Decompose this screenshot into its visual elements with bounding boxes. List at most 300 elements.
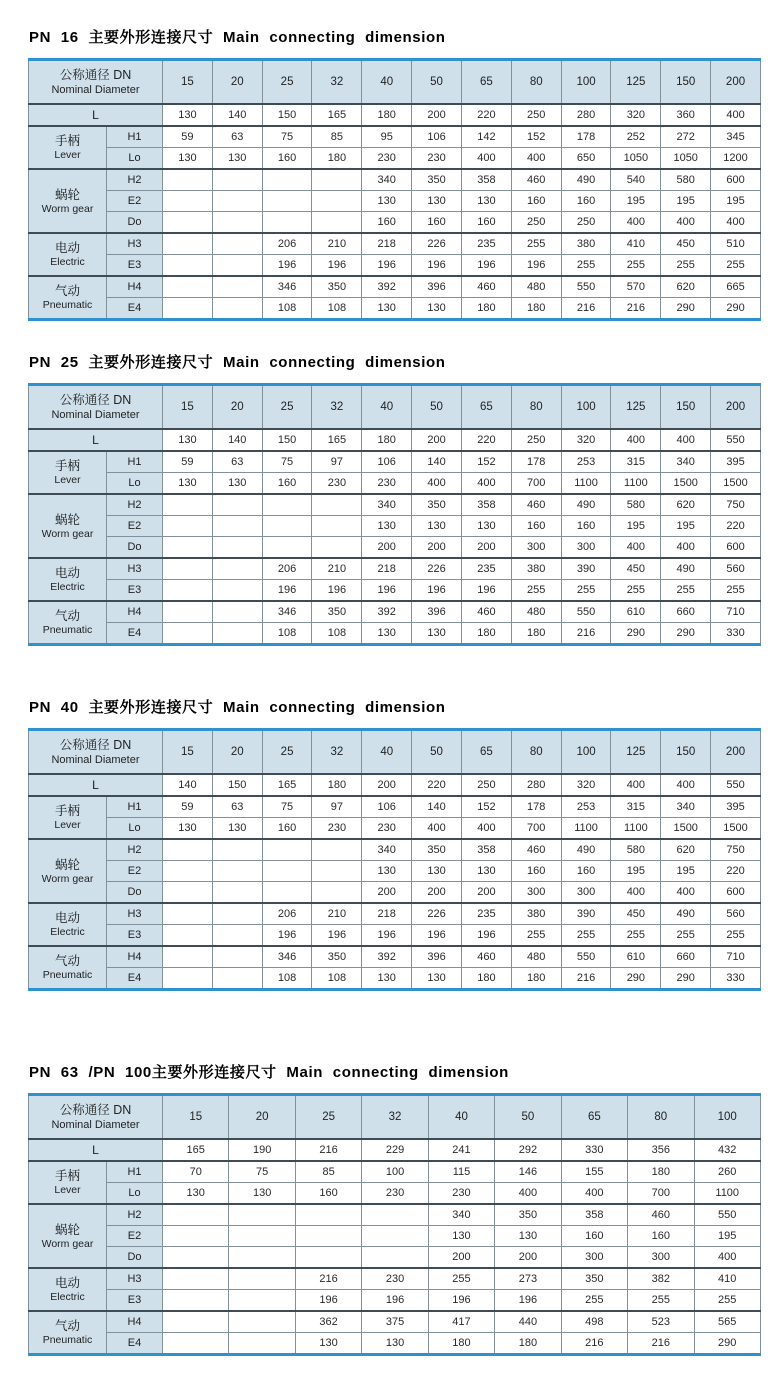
- dim-cell: 700: [511, 473, 561, 495]
- table-row: [29, 946, 761, 968]
- dim-cell: 216: [561, 623, 611, 645]
- table-row: [29, 1311, 761, 1333]
- dim-cell: [295, 1204, 361, 1226]
- dim-cell: 300: [511, 882, 561, 904]
- dim-cell: 140: [212, 429, 262, 451]
- dim-cell: [312, 861, 362, 882]
- dn-header-cell: 100: [561, 60, 611, 105]
- row-label: L: [29, 429, 163, 451]
- dim-cell: [163, 494, 213, 516]
- dim-cell: 97: [312, 451, 362, 473]
- row-label: E2: [107, 516, 163, 537]
- category-en: Electric: [50, 1291, 85, 1303]
- table-row: [29, 1333, 761, 1355]
- dim-cell: 200: [428, 1247, 494, 1269]
- dim-cell: [212, 212, 262, 234]
- dim-cell: 150: [262, 429, 312, 451]
- dim-cell: 216: [628, 1333, 694, 1355]
- dim-cell: 480: [511, 601, 561, 623]
- dim-cell: 152: [511, 126, 561, 148]
- dim-cell: 255: [711, 580, 761, 602]
- dim-cell: [212, 276, 262, 298]
- category-en: Pneumatic: [42, 299, 93, 311]
- dim-cell: 315: [611, 796, 661, 818]
- dim-cell: 220: [711, 516, 761, 537]
- dim-cell: [262, 494, 312, 516]
- dim-cell: 196: [312, 925, 362, 947]
- category-cn: 蜗轮: [54, 187, 80, 202]
- row-label: E4: [107, 968, 163, 990]
- dim-cell: 180: [428, 1333, 494, 1355]
- dim-cell: 395: [711, 796, 761, 818]
- dim-cell: 160: [561, 516, 611, 537]
- category-label: [29, 1268, 107, 1311]
- dim-cell: 230: [362, 1268, 428, 1290]
- table-row: [29, 601, 761, 623]
- category-label: [29, 903, 107, 946]
- dim-cell: 392: [362, 601, 412, 623]
- dim-cell: 255: [661, 580, 711, 602]
- category-en: Worm gear: [41, 202, 94, 215]
- dim-cell: 95: [362, 126, 412, 148]
- dim-cell: 565: [694, 1311, 760, 1333]
- dim-cell: [163, 233, 213, 255]
- dn-header-cell: 125: [611, 730, 661, 775]
- dn-header-cell: 15: [163, 1095, 229, 1140]
- dim-cell: 210: [312, 558, 362, 580]
- dim-cell: 140: [412, 451, 462, 473]
- dim-cell: 115: [428, 1161, 494, 1183]
- dim-cell: 350: [312, 276, 362, 298]
- dim-cell: 400: [611, 429, 661, 451]
- table-row: [29, 494, 761, 516]
- dim-cell: 540: [611, 169, 661, 191]
- dim-cell: [229, 1268, 295, 1290]
- dim-cell: 230: [428, 1183, 494, 1205]
- dim-cell: 620: [661, 839, 711, 861]
- category-cn: 手柄: [54, 134, 80, 148]
- dim-cell: 178: [561, 126, 611, 148]
- dim-cell: 216: [561, 1333, 627, 1355]
- dim-cell: 130: [495, 1226, 561, 1247]
- dim-cell: [212, 494, 262, 516]
- dim-cell: 272: [661, 126, 711, 148]
- dim-cell: [163, 537, 213, 559]
- dim-cell: [163, 601, 213, 623]
- table-row: [29, 298, 761, 320]
- dim-cell: 382: [628, 1268, 694, 1290]
- category-en: Lever: [54, 474, 81, 486]
- dim-cell: 195: [611, 191, 661, 212]
- dim-cell: 330: [711, 623, 761, 645]
- dim-cell: 160: [561, 191, 611, 212]
- nominal-diameter-header: [29, 730, 163, 775]
- dn-header-cell: 15: [163, 60, 213, 105]
- dim-cell: 460: [511, 169, 561, 191]
- dim-cell: [212, 169, 262, 191]
- category-cn: 手柄: [54, 1169, 80, 1183]
- dim-cell: [212, 255, 262, 277]
- dim-cell: 1100: [561, 818, 611, 840]
- dim-cell: 241: [428, 1139, 494, 1161]
- row-label: L: [29, 104, 163, 126]
- dim-cell: 260: [694, 1161, 760, 1183]
- dim-cell: 255: [561, 580, 611, 602]
- dim-cell: [163, 1247, 229, 1269]
- dim-cell: 165: [262, 774, 312, 796]
- dim-cell: 160: [412, 212, 462, 234]
- category-label: [29, 494, 107, 558]
- dim-cell: 130: [295, 1333, 361, 1355]
- dim-cell: 255: [511, 233, 561, 255]
- dim-cell: 400: [661, 882, 711, 904]
- nominal-diameter-cn: 公称通径 DN: [59, 737, 132, 752]
- dim-cell: 400: [412, 818, 462, 840]
- category-en: Electric: [50, 926, 85, 938]
- table-title: PN 40 主要外形连接尺寸 Main connecting dimension: [29, 699, 446, 716]
- dim-cell: 750: [711, 494, 761, 516]
- dim-cell: 340: [362, 839, 412, 861]
- dim-cell: 550: [711, 774, 761, 796]
- dim-cell: 400: [611, 537, 661, 559]
- dim-cell: 150: [212, 774, 262, 796]
- row-label: E2: [107, 1226, 163, 1247]
- dim-cell: 130: [362, 623, 412, 645]
- dim-cell: 206: [262, 558, 312, 580]
- category-cn: 蜗轮: [54, 512, 80, 527]
- dim-cell: 196: [362, 925, 412, 947]
- dim-cell: 180: [312, 148, 362, 170]
- table-row: [29, 818, 761, 840]
- dim-cell: 320: [561, 429, 611, 451]
- dim-cell: [362, 1204, 428, 1226]
- dim-cell: 480: [511, 946, 561, 968]
- nominal-diameter-en: Nominal Diameter: [51, 408, 140, 421]
- dn-header-cell: 25: [262, 730, 312, 775]
- dim-cell: 230: [362, 473, 412, 495]
- dimension-table: [28, 1093, 761, 1356]
- dim-cell: 255: [561, 1290, 627, 1312]
- dim-cell: 180: [362, 429, 412, 451]
- dim-cell: 255: [661, 925, 711, 947]
- dim-cell: 1500: [711, 473, 761, 495]
- dim-cell: [212, 558, 262, 580]
- dim-cell: 130: [461, 191, 511, 212]
- dim-cell: 106: [362, 451, 412, 473]
- table-row: [29, 1183, 761, 1205]
- row-label: Lo: [107, 148, 163, 170]
- dim-cell: 450: [611, 903, 661, 925]
- dim-cell: 130: [412, 968, 462, 990]
- dim-cell: 108: [312, 623, 362, 645]
- dim-cell: 255: [611, 925, 661, 947]
- category-cn: 电动: [54, 911, 80, 925]
- table-row: [29, 255, 761, 277]
- dim-cell: 130: [412, 298, 462, 320]
- dim-cell: [212, 903, 262, 925]
- category-cn: 电动: [54, 566, 80, 580]
- table-title: PN 63 /PN 100主要外形连接尺寸 Main connecting dimension: [29, 1064, 509, 1081]
- dim-cell: 130: [163, 818, 213, 840]
- dim-cell: 150: [262, 104, 312, 126]
- category-en: Electric: [50, 581, 85, 593]
- dim-cell: 180: [461, 298, 511, 320]
- table-row: [29, 925, 761, 947]
- dim-cell: 358: [461, 494, 511, 516]
- dim-cell: 230: [312, 818, 362, 840]
- dim-cell: 200: [461, 537, 511, 559]
- dim-cell: 75: [229, 1161, 295, 1183]
- dim-cell: 400: [711, 212, 761, 234]
- dim-cell: 195: [661, 516, 711, 537]
- table-row: [29, 1247, 761, 1269]
- dim-cell: 226: [412, 558, 462, 580]
- dim-cell: 195: [661, 191, 711, 212]
- dim-cell: 106: [362, 796, 412, 818]
- dim-cell: 490: [561, 839, 611, 861]
- dim-cell: 195: [661, 861, 711, 882]
- dn-header-cell: 32: [362, 1095, 428, 1140]
- dim-cell: 250: [561, 212, 611, 234]
- dim-cell: [163, 212, 213, 234]
- dim-cell: 130: [229, 1183, 295, 1205]
- dim-cell: 600: [711, 537, 761, 559]
- dim-cell: [163, 298, 213, 320]
- dim-cell: [163, 276, 213, 298]
- table-row: [29, 882, 761, 904]
- dim-cell: 180: [511, 298, 561, 320]
- dim-cell: 180: [312, 774, 362, 796]
- category-en: Worm gear: [41, 527, 94, 540]
- dim-cell: 196: [262, 255, 312, 277]
- dim-cell: 255: [511, 925, 561, 947]
- row-label: Do: [107, 212, 163, 234]
- dim-cell: 250: [461, 774, 511, 796]
- dim-cell: 196: [428, 1290, 494, 1312]
- sections: [28, 26, 760, 1356]
- dimension-table: [28, 58, 761, 321]
- header-row: [29, 385, 761, 430]
- dim-cell: 196: [362, 580, 412, 602]
- row-label: E4: [107, 1333, 163, 1355]
- dim-cell: 195: [611, 861, 661, 882]
- dim-cell: 460: [461, 946, 511, 968]
- row-label: H3: [107, 1268, 163, 1290]
- row-label: H4: [107, 601, 163, 623]
- nominal-diameter-en: Nominal Diameter: [51, 1118, 140, 1131]
- dim-cell: 218: [362, 233, 412, 255]
- dim-cell: 200: [461, 882, 511, 904]
- dim-cell: 660: [661, 601, 711, 623]
- dim-cell: 250: [511, 429, 561, 451]
- table-row: [29, 429, 761, 451]
- dim-cell: 710: [711, 946, 761, 968]
- dn-header-cell: 15: [163, 730, 213, 775]
- row-label: E4: [107, 623, 163, 645]
- dim-cell: [163, 516, 213, 537]
- category-label: [29, 1204, 107, 1268]
- dim-cell: 200: [495, 1247, 561, 1269]
- nominal-diameter-header: [29, 385, 163, 430]
- dim-cell: 700: [628, 1183, 694, 1205]
- dim-cell: 106: [412, 126, 462, 148]
- dim-cell: [312, 212, 362, 234]
- dim-cell: [262, 537, 312, 559]
- dim-cell: [163, 191, 213, 212]
- dim-cell: 1500: [661, 473, 711, 495]
- dim-cell: 660: [661, 946, 711, 968]
- dim-cell: 130: [212, 818, 262, 840]
- dim-cell: 196: [412, 580, 462, 602]
- dim-cell: 140: [412, 796, 462, 818]
- category-label: [29, 558, 107, 601]
- dim-cell: 216: [295, 1139, 361, 1161]
- dim-cell: [212, 233, 262, 255]
- category-label: [29, 946, 107, 990]
- dim-cell: 620: [661, 494, 711, 516]
- dim-cell: 396: [412, 601, 462, 623]
- dim-cell: [312, 839, 362, 861]
- dim-cell: 130: [362, 968, 412, 990]
- dim-cell: 450: [611, 558, 661, 580]
- spec-section-4: [28, 1061, 760, 1356]
- category-label: [29, 1161, 107, 1204]
- category-cn: 蜗轮: [54, 857, 80, 872]
- dim-cell: 63: [212, 126, 262, 148]
- row-label: H1: [107, 126, 163, 148]
- dim-cell: 230: [412, 148, 462, 170]
- dim-cell: 196: [362, 255, 412, 277]
- dn-header-cell: 20: [212, 60, 262, 105]
- dim-cell: [262, 861, 312, 882]
- dim-cell: [212, 925, 262, 947]
- dim-cell: 130: [163, 148, 213, 170]
- dim-cell: 375: [362, 1311, 428, 1333]
- dim-cell: 510: [711, 233, 761, 255]
- dim-cell: 196: [312, 580, 362, 602]
- row-label: E3: [107, 580, 163, 602]
- dim-cell: 358: [461, 839, 511, 861]
- dim-cell: 206: [262, 903, 312, 925]
- dim-cell: 1100: [694, 1183, 760, 1205]
- dim-cell: 392: [362, 276, 412, 298]
- dim-cell: 362: [295, 1311, 361, 1333]
- dim-cell: 610: [611, 601, 661, 623]
- category-label: [29, 601, 107, 645]
- dim-cell: [312, 882, 362, 904]
- table-row: [29, 1161, 761, 1183]
- dim-cell: [212, 861, 262, 882]
- dn-header-cell: 65: [461, 730, 511, 775]
- dn-header-cell: 20: [229, 1095, 295, 1140]
- dim-cell: 160: [262, 148, 312, 170]
- category-cn: 蜗轮: [54, 1222, 80, 1237]
- dim-cell: 160: [262, 818, 312, 840]
- dim-cell: 460: [461, 276, 511, 298]
- category-label: [29, 839, 107, 903]
- dim-cell: 195: [611, 516, 661, 537]
- dn-header-cell: 80: [628, 1095, 694, 1140]
- row-label: E3: [107, 255, 163, 277]
- dim-cell: [312, 191, 362, 212]
- dim-cell: 410: [611, 233, 661, 255]
- dim-cell: 220: [461, 429, 511, 451]
- dim-cell: 550: [561, 276, 611, 298]
- dim-cell: 280: [511, 774, 561, 796]
- dim-cell: 350: [561, 1268, 627, 1290]
- dim-cell: 490: [661, 903, 711, 925]
- dim-cell: [229, 1333, 295, 1355]
- dn-header-cell: 50: [495, 1095, 561, 1140]
- dim-cell: 63: [212, 451, 262, 473]
- category-en: Pneumatic: [42, 1334, 93, 1346]
- dim-cell: 180: [628, 1161, 694, 1183]
- table-row: [29, 861, 761, 882]
- dim-cell: 196: [495, 1290, 561, 1312]
- category-label: [29, 276, 107, 320]
- dim-cell: 160: [628, 1226, 694, 1247]
- dim-cell: 200: [362, 774, 412, 796]
- table-row: [29, 169, 761, 191]
- dim-cell: [163, 1204, 229, 1226]
- dim-cell: 345: [711, 126, 761, 148]
- row-label: H1: [107, 796, 163, 818]
- row-label: E3: [107, 925, 163, 947]
- category-en: Lever: [54, 149, 81, 161]
- dim-cell: 160: [262, 473, 312, 495]
- row-label: H4: [107, 1311, 163, 1333]
- dim-cell: 206: [262, 233, 312, 255]
- dn-header-cell: 80: [511, 385, 561, 430]
- dim-cell: 255: [694, 1290, 760, 1312]
- dim-cell: 1050: [661, 148, 711, 170]
- dim-cell: 350: [412, 839, 462, 861]
- dn-header-cell: 125: [611, 60, 661, 105]
- dim-cell: 300: [511, 537, 561, 559]
- dim-cell: 410: [694, 1268, 760, 1290]
- dim-cell: 75: [262, 796, 312, 818]
- dim-cell: 59: [163, 451, 213, 473]
- dim-cell: 600: [711, 882, 761, 904]
- dim-cell: 230: [362, 818, 412, 840]
- dim-cell: 550: [711, 429, 761, 451]
- dim-cell: 1500: [711, 818, 761, 840]
- dim-cell: 620: [661, 276, 711, 298]
- dim-cell: 195: [694, 1226, 760, 1247]
- dn-header-cell: 200: [711, 385, 761, 430]
- table-row: [29, 148, 761, 170]
- row-label: H3: [107, 558, 163, 580]
- dim-cell: 292: [495, 1139, 561, 1161]
- dim-cell: 390: [561, 558, 611, 580]
- dim-cell: 142: [461, 126, 511, 148]
- row-label: H3: [107, 233, 163, 255]
- dim-cell: 200: [412, 104, 462, 126]
- dim-cell: 1200: [711, 148, 761, 170]
- category-cn: 电动: [54, 241, 80, 255]
- dim-cell: [163, 903, 213, 925]
- dim-cell: 200: [412, 537, 462, 559]
- dim-cell: 130: [412, 516, 462, 537]
- dim-cell: 700: [511, 818, 561, 840]
- table-row: [29, 451, 761, 473]
- dim-cell: 108: [312, 968, 362, 990]
- dim-cell: 400: [412, 473, 462, 495]
- dim-cell: 523: [628, 1311, 694, 1333]
- dim-cell: 210: [312, 233, 362, 255]
- dim-cell: 710: [711, 601, 761, 623]
- category-en: Pneumatic: [42, 969, 93, 981]
